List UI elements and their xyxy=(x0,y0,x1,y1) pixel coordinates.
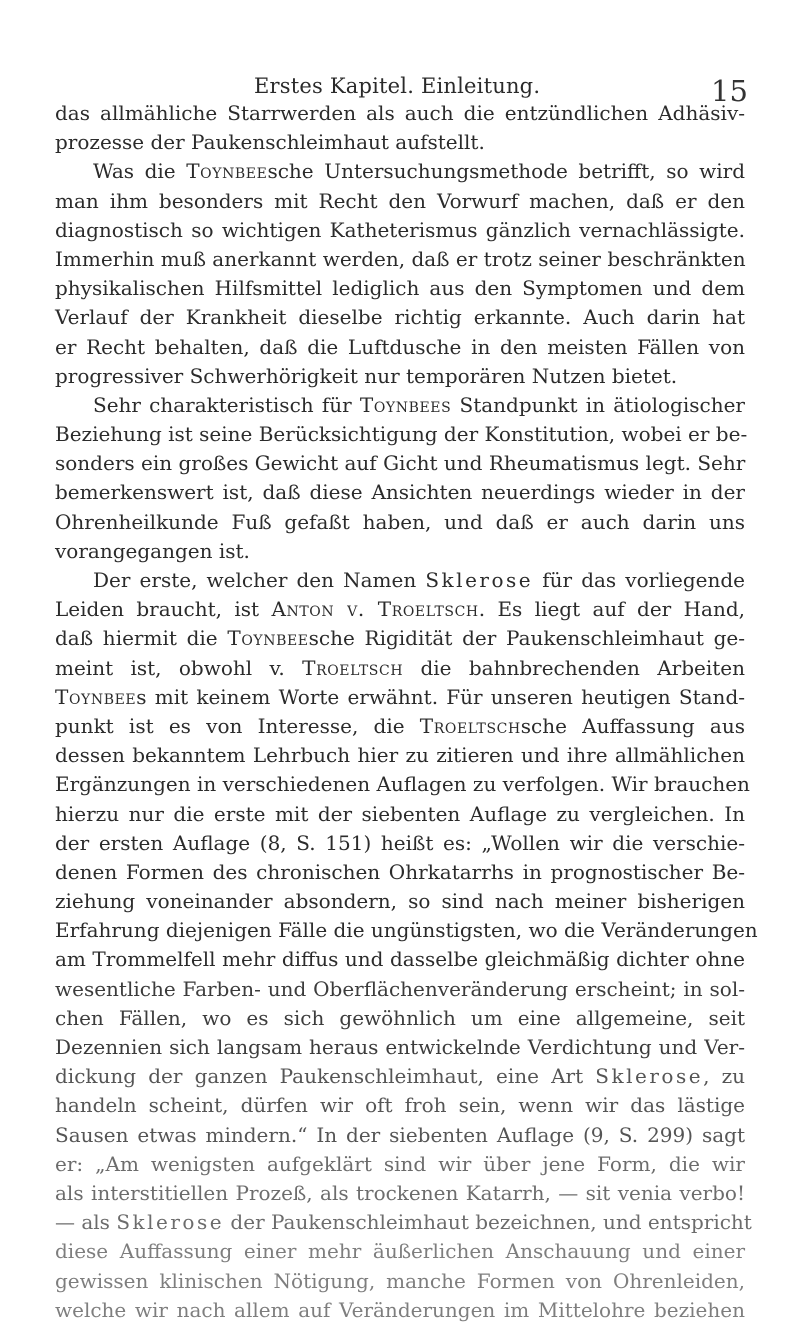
text-line: diagnostisch so wichtigen Katheterismus gänzlich vernachlässigte. xyxy=(55,217,745,242)
text-line: er Recht behalten, daß die Luftdusche in den meisten Fällen von xyxy=(55,334,745,359)
text-line: Immerhin muß anerkannt werden, daß er trotz seiner beschränkten xyxy=(55,246,746,271)
text-line: prozesse der Paukenschleimhaut aufstellt. xyxy=(55,130,485,155)
body-text xyxy=(55,99,758,1325)
text-line: denen Formen des chronischen Ohrkatarrhs in prognostischer Be- xyxy=(55,859,745,884)
text-line: Beziehung ist seine Berücksichtigung der Konstitution, wobei er be- xyxy=(55,422,748,447)
text-line: als interstitiellen Prozeß, als trockenen Katarrh, — sit venia verbo! xyxy=(55,1180,745,1205)
text-line: hierzu nur die erste mit der siebenten Auflage zu vergleichen. In xyxy=(55,801,745,826)
text-line: — als Sklerose der Paukenschleimhaut bezeichnen, und entspricht xyxy=(55,1210,752,1235)
text-line: Sausen etwas mindern.“ In der siebenten Auflage (9, S. 299) sagt xyxy=(55,1122,745,1147)
text-line: diese Auffassung einer mehr äußerlichen Anschauung und einer xyxy=(55,1239,745,1264)
text-line: Ohrenheilkunde Fuß gefaßt haben, und daß er auch darin uns xyxy=(55,509,745,534)
text-line: am Trommelfell mehr diffus und dasselbe gleichmäßig dichter ohne xyxy=(55,947,745,972)
text-line: man ihm besonders mit Recht den Vorwurf machen, daß er den xyxy=(55,188,745,213)
text-line: welche wir nach allem auf Veränderungen im Mittelohre beziehen xyxy=(55,1297,745,1322)
text-line: Ergänzungen in verschiedenen Auflagen zu verfolgen. Wir brauchen xyxy=(55,772,750,797)
text-line: Leiden braucht, ist Anton v. Troeltsch. Es liegt auf der Hand, xyxy=(55,597,745,622)
text-line: ziehung voneinander absondern, so sind nach meiner bisherigen xyxy=(55,889,745,914)
text-line: physikalischen Hilfsmittel lediglich aus den Symptomen und dem xyxy=(55,276,745,301)
text-line: dickung der ganzen Paukenschleimhaut, eine Art Sklerose, zu xyxy=(55,1064,745,1089)
running-title: Erstes Kapitel. Einleitung. xyxy=(254,74,541,98)
text-line: vorangegangen ist. xyxy=(55,538,250,563)
text-line: der ersten Auflage (8, S. 151) heißt es: „Wollen wir die verschie- xyxy=(55,830,745,855)
text-line: Sehr charakteristisch für Toynbees Standpunkt in ätiologischer xyxy=(93,392,745,417)
text-line: Verlauf der Krankheit dieselbe richtig erkannte. Auch darin hat xyxy=(55,305,745,330)
text-line: Erfahrung diejenigen Fälle die ungünstigsten, wo die Veränderungen xyxy=(55,918,758,943)
text-line: bemerkenswert ist, daß diese Ansichten neuerdings wieder in der xyxy=(55,480,745,505)
page-number: 15 xyxy=(711,74,748,108)
text-line: er: „Am wenigsten aufgeklärt sind wir über jene Form, die wir xyxy=(55,1151,745,1176)
text-line: dessen bekanntem Lehrbuch hier zu zitieren und ihre allmählichen xyxy=(55,743,745,768)
text-line: meint ist, obwohl v. Troeltsch die bahnbrechenden Arbeiten xyxy=(55,655,746,680)
text-line: Toynbees mit keinem Worte erwähnt. Für unseren heutigen Stand- xyxy=(55,684,745,709)
text-line: chen Fällen, wo es sich gewöhnlich um eine allgemeine, seit xyxy=(55,1005,745,1030)
text-line: Dezennien sich langsam heraus entwickelnde Verdichtung und Ver- xyxy=(55,1035,745,1059)
text-line: Der erste, welcher den Namen Sklerose für das vorliegende xyxy=(93,568,745,592)
text-line: wesentliche Farben- und Oberflächenveränderung erscheint; in sol- xyxy=(55,976,745,1001)
text-line: Was die Toynbeesche Untersuchungsmethode betrifft, so wird xyxy=(93,159,745,184)
text-line: gewissen klinischen Nötigung, manche Formen von Ohrenleiden, xyxy=(55,1268,745,1293)
text-line: sonders ein großes Gewicht auf Gicht und Rheumatismus legt. Sehr xyxy=(55,451,746,476)
text-line: punkt ist es von Interesse, die Troeltschsche Auffassung aus xyxy=(55,713,745,738)
text-line: handeln scheint, dürfen wir oft froh sein, wenn wir das lästige xyxy=(55,1093,745,1118)
text-line: daß hiermit die Toynbeesche Rigidität der Paukenschleimhaut ge- xyxy=(55,626,746,651)
text-line: progressiver Schwerhörigkeit nur temporären Nutzen bietet. xyxy=(55,363,678,388)
text-line: das allmähliche Starrwerden als auch die entzündlichen Adhäsiv- xyxy=(55,101,745,125)
